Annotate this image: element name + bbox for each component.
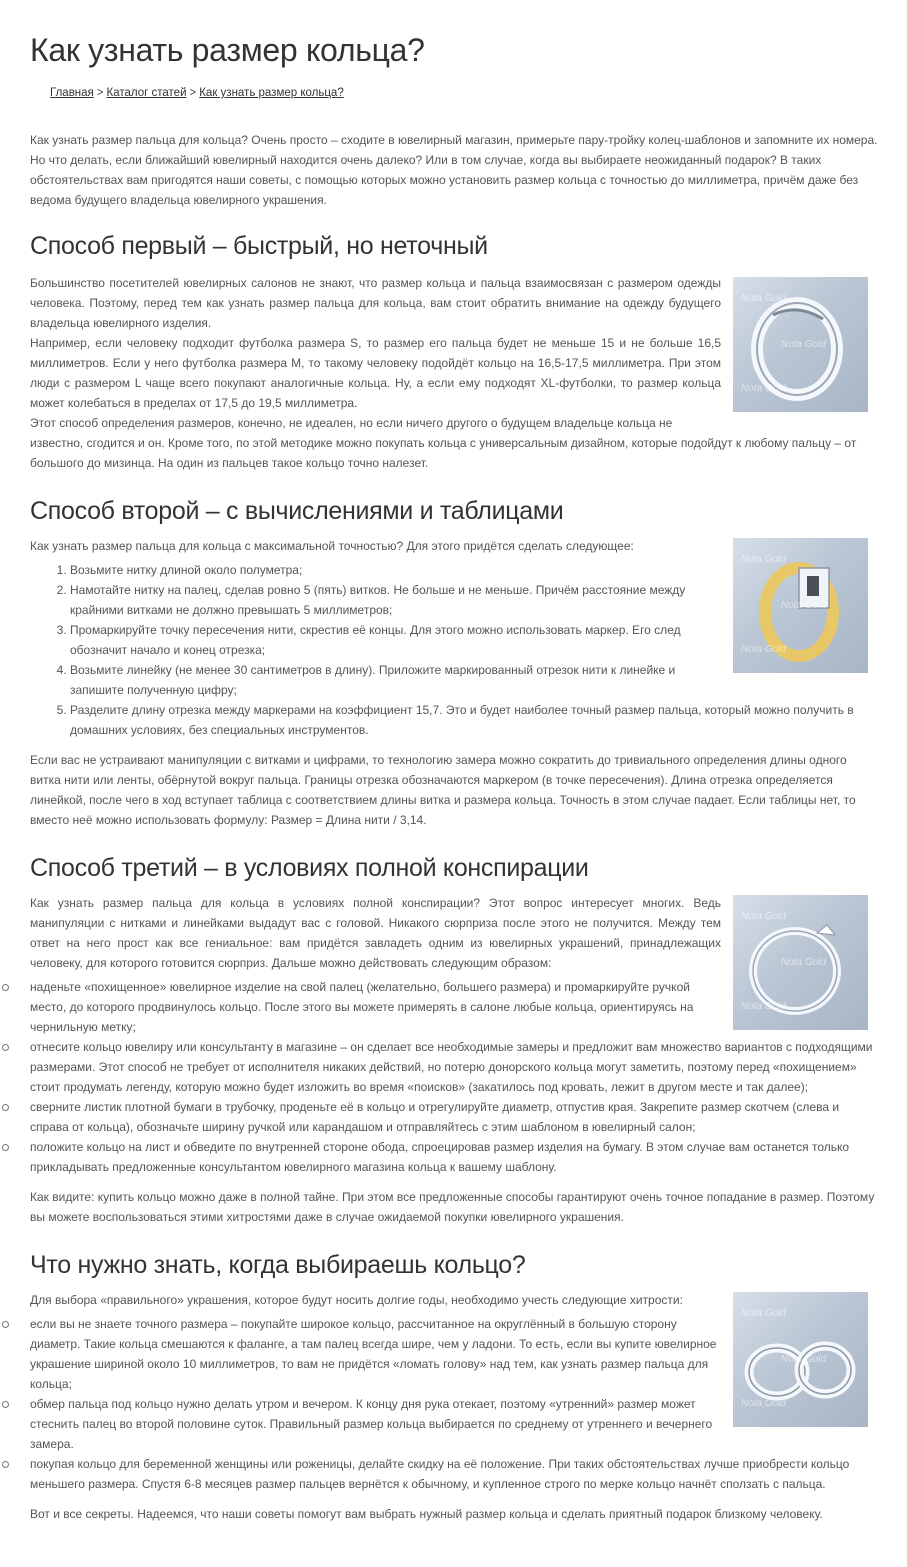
section-heading: Способ третий – в условиях полной конспирации [30,854,589,882]
list-item: положите кольцо на лист и обведите по внутренней стороне обода, спроецировав размер изделия на бумагу. В этом случае вам останется только прикладывать предложенные консультантом ювелирного магазина кольца к вашему шаблону. [0,1137,878,1177]
list-item: отнесите кольцо ювелиру или консультанту в магазине – он сделает все необходимые замеры и предложит вам множество вариантов с подходящими размерами. Этот способ не требует от исполнителя никаких действий, но потерю донорского кольца могут заметить, поэтому перед «похищением» стоит продумать легенду, которую можно будет изложить во время «поисков» (закатилось под кровать, лежит в другом месте и так далее); [0,1037,878,1097]
breadcrumb-catalog-link[interactable]: Каталог статей [106,87,187,99]
section-heading: Что нужно знать, когда выбираешь кольцо? [30,1251,526,1279]
tips-list [30,1314,878,1494]
watermark: Nota Gold [781,957,827,968]
section-lead: Как узнать размер пальца для кольца с максимальной точностью? Для этого придётся сделать следующее: [30,539,634,553]
section-heading: Способ второй – с вычислениями и таблицами [30,497,564,525]
section-second-method [30,495,878,830]
breadcrumb-home-link[interactable]: Главная [50,87,94,99]
section-third-method [30,852,878,1227]
watermark: Nota Gold [741,644,787,655]
section-paragraph: Этот способ определения размеров, конечно, не идеален, но если ничего другого о будущем владельце кольца не известно, сгодится и он. Кроме того, по этой методике можно покупать кольца с универсальным дизайном, которые подойдут к любому пальцу – от большого до мизинца. На один из пальцев такое кольцо точно налезет. [30,416,857,470]
section-first-method [30,230,878,473]
watermark: Nota Gold [741,1001,787,1012]
watermark: Nota Gold [741,1398,787,1409]
watermark: Nota Gold [741,554,787,565]
list-item: если вы не знаете точного размера – покупайте широкое кольцо, рассчитанное на округлённый в большую сторону диаметр. Такие кольца смешаются к фаланге, а там палец всегда шире, чем у ладони. То есть, если вы купите ювелирное украшение шириной около 10 миллиметров, то вам не придётся «ломать голову» над тем, как узнать размер пальца для кольца; [0,1314,878,1394]
breadcrumb-separator: > [189,87,197,99]
watermark: Nota Gold [781,1354,827,1365]
list-item: 5. Разделите длину отрезка между маркерами на коэффициент 15,7. Это и будет наиболее точный размер пальца, который можно получить в домашних условиях, без специальных инструментов. [70,700,878,740]
section-paragraph: Как видите: купить кольцо можно даже в полной тайне. При этом все предложенные способы гарантируют очень точное попадание в размер. Поэтому вы можете воспользоваться этими хитростями даже в случае ожидаемой покупки ювелирного украшения. [30,1190,875,1224]
intro-paragraph: Как узнать размер пальца для кольца? Очень просто – сходите в ювелирный магазин, примерьте пару-тройку колец-шаблонов и запомните их номера. Но что делать, если ближайший ювелирный находится очень далеко? Или в том случае, когда вы выбираете неожиданный подарок? В таких обстоятельствах вам пригодятся наши советы, с помощью которых можно установить размер кольца с точностью до миллиметра, причём даже без ведома будущего владельца ювелирного украшения. [30,133,878,207]
section-lead: Как узнать размер пальца для кольца в условиях полной конспирации? Этот вопрос интересует многих. Ведь манипуляции с нитками и линейками выдадут вас с головой. Никакого сюрприза после этого не получится. Между тем ответ на него прост как все гениальное: вам придётся завладеть одним из ювелирных украшений, принадлежащих человеку, для которого готовится сюрприз. Дальше можно действовать следующим образом: [30,896,721,970]
list-item: покупая кольцо для беременной женщины или роженицы, делайте скидку на её положение. При таких обстоятельствах лучше приобрести кольцо меньшего размера. Спустя 6-8 месяцев размер пальцев вернётся к обычному, и купленное строго по мерке кольцо начнёт сползать с пальца. [0,1454,878,1494]
ring-image-two-tone [733,538,868,673]
list-item: сверните листик плотной бумаги в трубочку, проденьте её в кольцо и отрегулируйте диаметр, отпустив края. Закрепите размер скотчем (слева и справа от кольца), обозначьте ширину ручкой или карандашом и отправляйтесь с этим шаблоном в ювелирный салон; [0,1097,878,1137]
article [30,0,878,1524]
watermark: Nota Gold [741,293,787,304]
list-item: 3. Промаркируйте точку пересечения нити, скрестив её концы. Для этого можно использовать маркер. Его след обозначит начало и конец отрезка; [70,620,878,660]
list-item: наденьте «похищенное» ювелирное изделие на свой палец (желательно, большего размера) и промаркируйте ручкой место, до которого продвинулось кольцо. После этого вы можете примерять в салоне любые кольца, ориентируясь на чернильную метку; [0,977,878,1037]
section-paragraph: Большинство посетителей ювелирных салонов не знают, что размер кольца и пальца взаимосвязан с размером одежды человека. Поэтому, перед тем как узнать размер пальца для кольца, вам стоит обратить внимание на одежду будущего владельца ювелирного изделия. [30,276,721,330]
breadcrumb-separator: > [96,87,104,99]
list-item: обмер пальца под кольцо нужно делать утром и вечером. К концу дня рука отекает, поэтому «утренний» размер может стеснить палец во второй половине суток. Правильный размер кольца выбирается по среднему от утреннего и вечернего замера. [0,1394,878,1454]
closing-paragraph: Вот и все секреты. Надеемся, что наши советы помогут вам выбрать нужный размер кольца и сделать приятный подарок близкому человеку. [30,1507,823,1521]
section-heading: Способ первый – быстрый, но неточный [30,232,488,260]
watermark: Nota Gold [741,1308,787,1319]
ring-image-engraved [733,277,868,412]
watermark: Nota Gold [741,911,787,922]
list-item: 4. Возьмите линейку (не менее 30 сантиметров в длину). Приложите маркированный отрезок нити к линейке и запишите полученную цифру; [70,660,878,700]
section-paragraph: Если вас не устраивают манипуляции с витками и цифрами, то технологию замера можно сократить до тривиального определения длины одного витка нити или ленты, обёрнутой вокруг пальца. Границы отрезка обозначаются маркером (в точке пересечения). Длина отрезка определяется линейкой, после чего в ход вступает таблица с соответствием длины витка и размера кольца. Точность в этом случае падает. Если таблицы нет, то вместо неё можно использовать формулу: Размер = Длина нити / 3,14. [30,753,856,827]
watermark: Nota Gold [781,600,827,611]
section-lead: Для выбора «правильного» украшения, которое будут носить долгие годы, необходимо учесть следующие хитрости: [30,1293,683,1307]
section-choosing-ring [30,1249,878,1524]
page-title: Как узнать размер кольца? [30,32,425,68]
list-item: 2. Намотайте нитку на палец, сделав ровно 5 (пять) витков. Не больше и не меньше. Причём расстояние между крайними витками не должно превышать 5 миллиметров; [70,580,878,620]
breadcrumb-current-link[interactable]: Как узнать размер кольца? [199,87,344,99]
breadcrumb [50,84,878,102]
tips-list [30,977,878,1177]
list-item: 1. Возьмите нитку длиной около полуметра; [70,560,878,580]
watermark: Nota Gold [741,383,787,394]
section-paragraph: Например, если человеку подходит футболка размера S, то размер его пальца будет не меньше 15 и не больше 16,5 миллиметров. Если у него футболка размера M, то такому человеку подойдёт кольцо на 16,5-17,5 миллиметра. При этом люди с размером L чаще всего покупают аналогичные кольца. Ну, а если ему подходят XL-футболки, то размер кольца может колебаться в пределах от 17,5 до 19,5 миллиметра. [30,336,721,410]
watermark: Nota Gold [781,339,827,350]
